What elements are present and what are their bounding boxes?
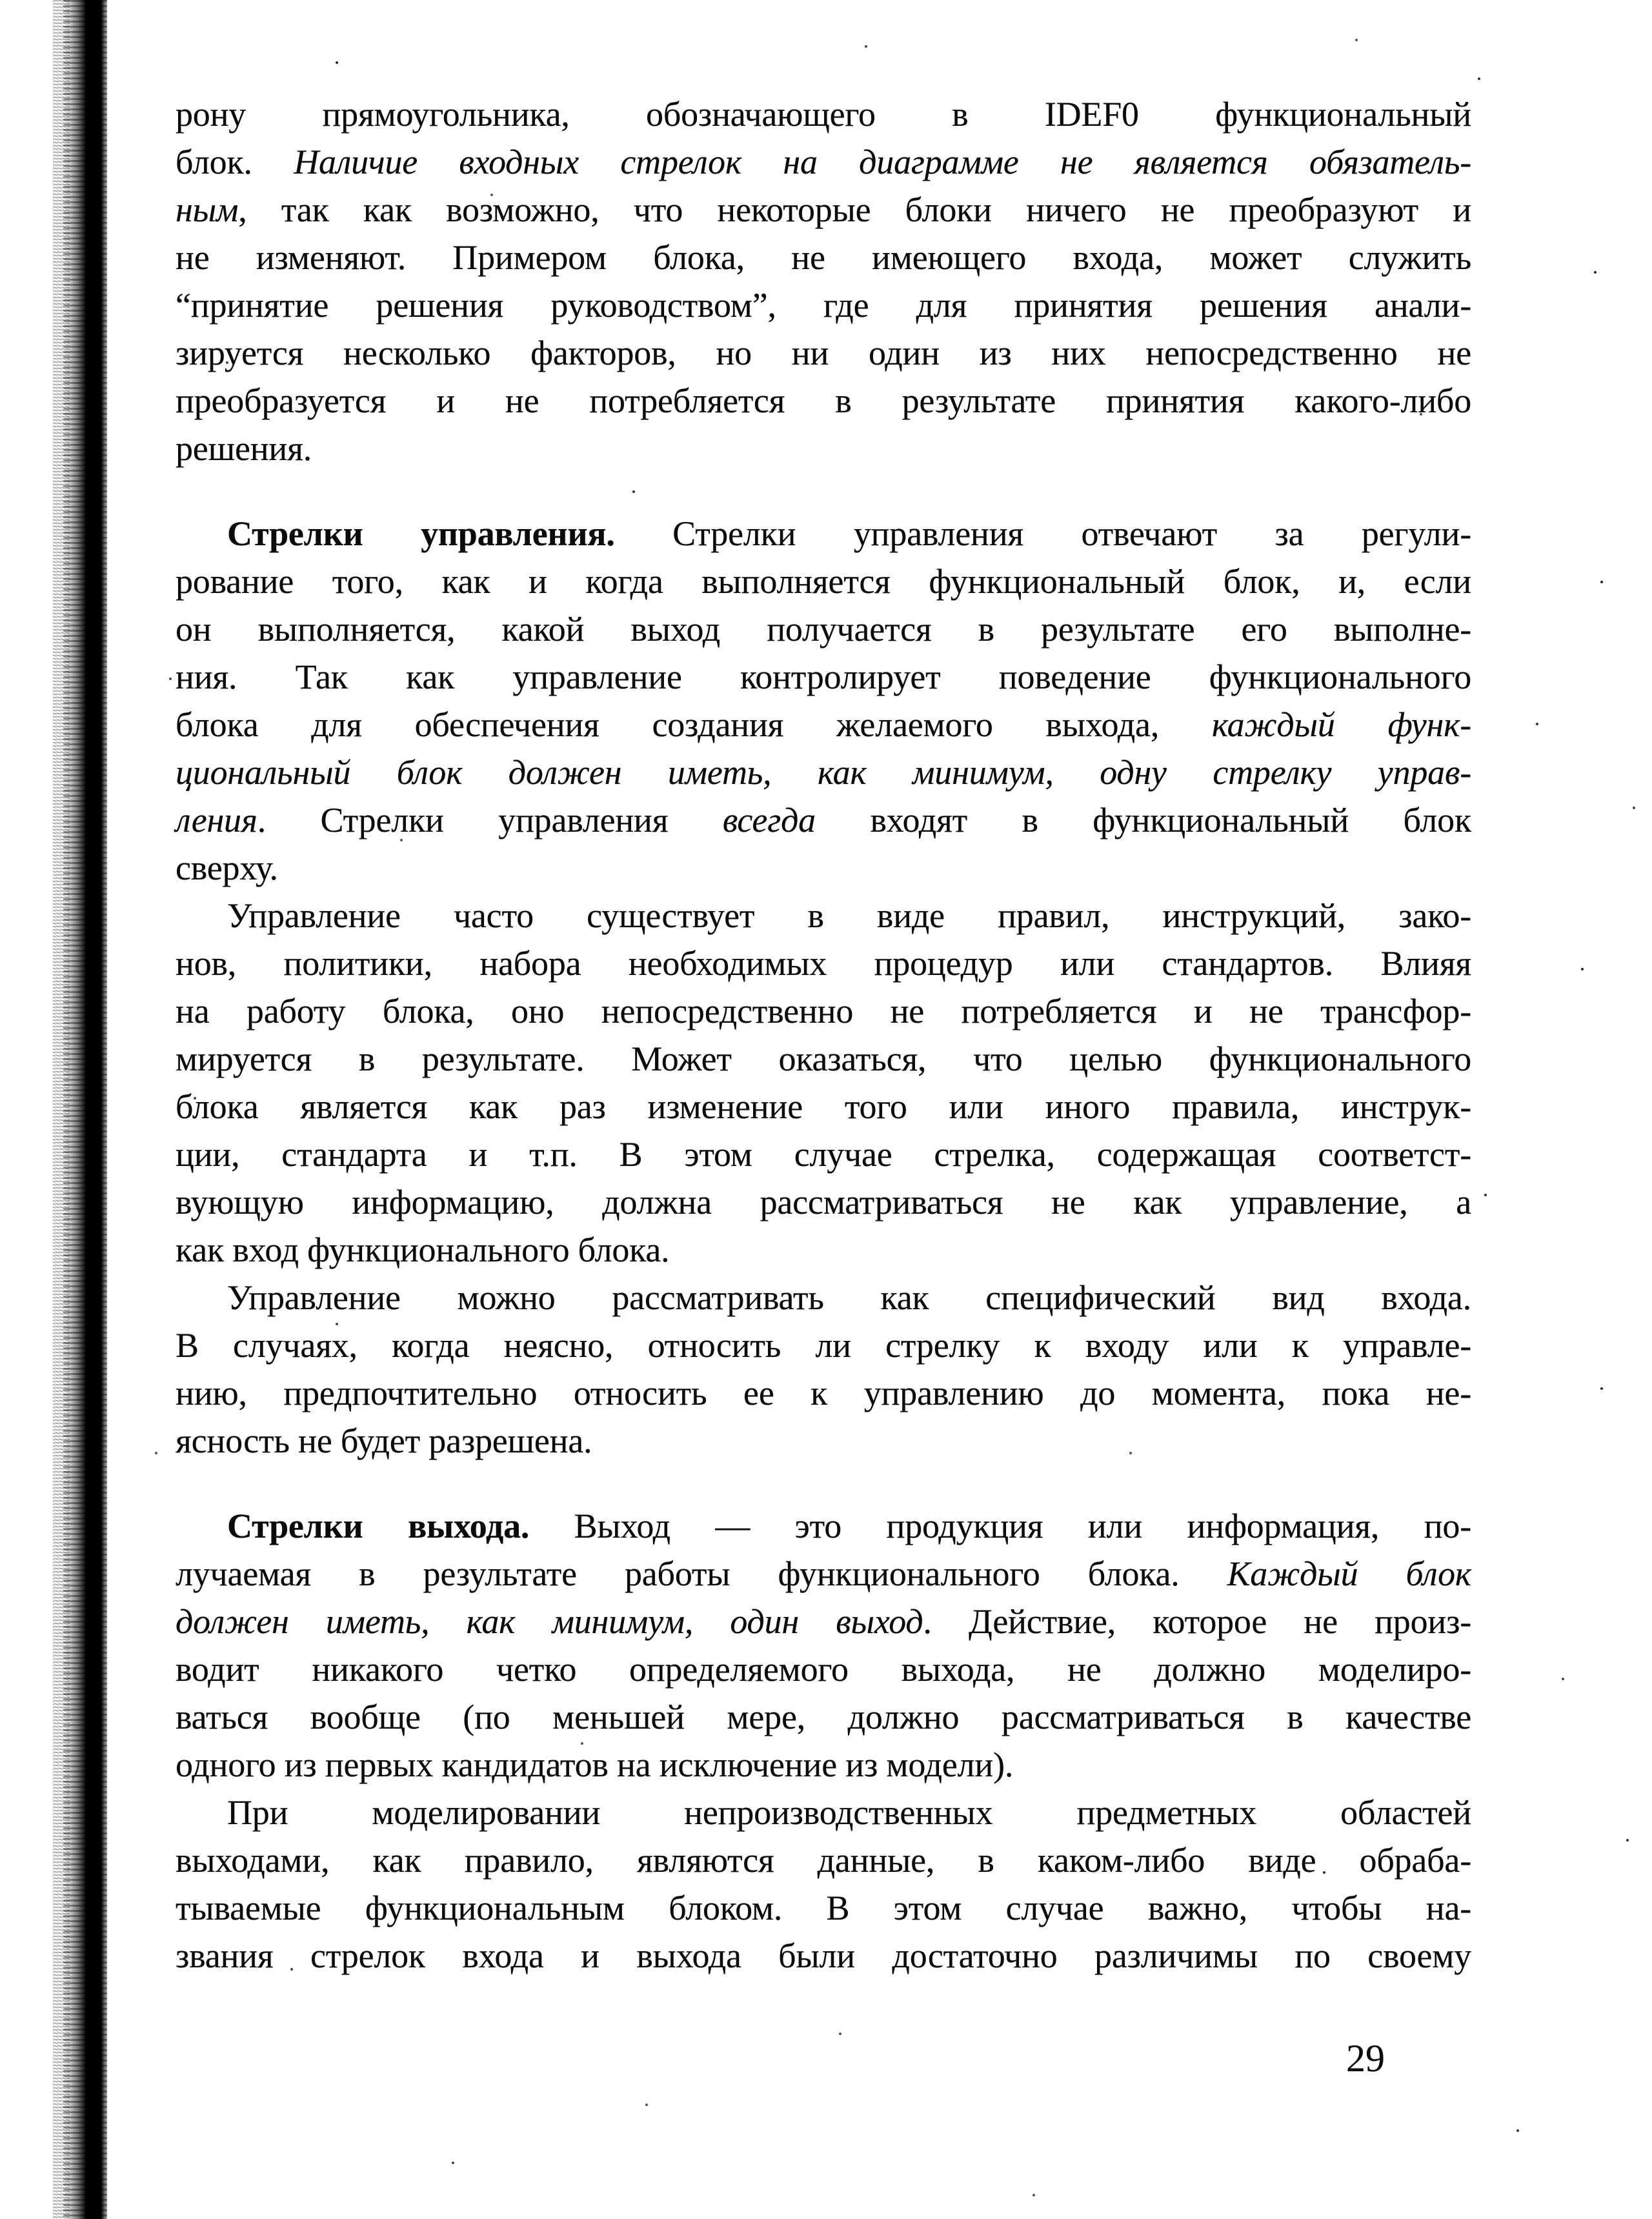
- text-run: тываемые функциональным блоком. В этом случае важно, чтобы на-: [176, 1889, 1471, 1927]
- text-run: ции, стандарта и т.п. В этом случае стрелка, содержащая соответст-: [176, 1135, 1471, 1174]
- text-line: [176, 1035, 1471, 1083]
- text-line: [176, 1178, 1471, 1226]
- text-line: [176, 1226, 1471, 1274]
- text-run: как вход функционального блока.: [176, 1230, 670, 1269]
- paragraph: [176, 1789, 1471, 1980]
- text-run: он выполняется, какой выход получается в результате его выполне-: [176, 610, 1471, 648]
- text-run: преобразуется и не потребляется в результате принятия какого-либо: [176, 381, 1471, 420]
- text-run: зируется несколько факторов, но ни один из них непосредственно не: [176, 334, 1471, 372]
- text-run: рону прямоугольника, обозначающего в IDEF0 функциональный: [176, 95, 1471, 134]
- text-run: рование того, как и когда выполняется функциональный блок, и, если: [176, 562, 1471, 601]
- text-line: [176, 90, 1471, 138]
- text-line: [176, 844, 1471, 892]
- text-run: . Стрелки управления: [257, 801, 723, 839]
- page-number: 29: [1346, 2037, 1385, 2080]
- text-line: [176, 1884, 1471, 1932]
- text-line: [176, 1417, 1471, 1465]
- text-run: вующую информацию, должна рассматриваться не как управление, а: [176, 1183, 1471, 1221]
- text-line: [176, 557, 1471, 605]
- text-line: [176, 1321, 1471, 1369]
- text-run: не изменяют. Примером блока, не имеющего входа, может служить: [176, 238, 1471, 277]
- text-run: всегда: [722, 801, 816, 839]
- text-run: входят в функциональный блок: [815, 801, 1471, 839]
- text-line: [176, 1693, 1471, 1741]
- text-run: циональный блок должен иметь, как минимум, одну стрелку управ-: [176, 753, 1471, 792]
- paragraph: [176, 1274, 1471, 1465]
- text-line: [176, 987, 1471, 1035]
- text-line: [176, 329, 1471, 377]
- text-line: [176, 281, 1471, 329]
- text-line: [176, 510, 1471, 557]
- text-run: блок.: [176, 143, 294, 181]
- text-line: [176, 1932, 1471, 1980]
- text-run: выходами, как правило, являются данные, в каком-либо виде обраба-: [176, 1841, 1471, 1880]
- text-run: ным: [176, 190, 239, 229]
- paragraph: [176, 1502, 1471, 1789]
- text-line: [176, 605, 1471, 653]
- text-run: При моделировании непроизводственных предметных областей: [227, 1793, 1471, 1832]
- text-line: [176, 748, 1471, 796]
- text-run: , так как возможно, что некоторые блоки ничего не преобразуют и: [238, 190, 1471, 229]
- text-run: одного из первых кандидатов на исключение из модели).: [176, 1745, 1014, 1784]
- text-line: [176, 653, 1471, 701]
- text-line: [176, 892, 1471, 939]
- text-run: Выход — это продукция или информация, по-: [529, 1507, 1471, 1545]
- text-run: решения.: [176, 429, 312, 468]
- text-run: звания стрелок входа и выхода были достаточно различимы по своему: [176, 1936, 1471, 1975]
- text-run: “принятие решения руководством”, где для принятия решения анали-: [176, 286, 1471, 325]
- text-run: ления: [176, 801, 257, 839]
- book-binding: [63, 0, 107, 2219]
- text-line: [176, 1550, 1471, 1598]
- text-line: [176, 796, 1471, 844]
- text-line: [176, 1598, 1471, 1645]
- text-block: [176, 90, 1471, 1980]
- text-run: Наличие входных стрелок на диаграмме не является обязатель-: [294, 143, 1471, 181]
- text-run: должен иметь, как минимум, один выход: [176, 1602, 923, 1641]
- text-line: [176, 1274, 1471, 1321]
- text-line: [176, 939, 1471, 987]
- text-line: [176, 1645, 1471, 1693]
- text-run: Каждый блок: [1227, 1554, 1471, 1593]
- text-run: ясность не будет разрешена.: [176, 1421, 592, 1460]
- text-run: В случаях, когда неясно, относить ли стрелку к входу или к управле-: [176, 1326, 1471, 1365]
- scan-noise-speckles: [0, 0, 3, 3]
- text-run: . Действие, которое не произ-: [923, 1602, 1471, 1641]
- text-line: [176, 1369, 1471, 1417]
- text-line: [176, 425, 1471, 472]
- text-run: блока для обеспечения создания желаемого выхода,: [176, 705, 1212, 744]
- text-run: ваться вообще (по меньшей мере, должно рассматриваться в качестве: [176, 1698, 1471, 1736]
- text-run: ния. Так как управление контролирует поведение функционального: [176, 658, 1471, 696]
- text-line: [176, 1836, 1471, 1884]
- text-run: каждый функ-: [1211, 705, 1471, 744]
- text-run: лучаемая в результате работы функционального блока.: [176, 1554, 1227, 1593]
- text-line: [176, 1789, 1471, 1836]
- text-run: блока является как раз изменение того или иного правила, инструк-: [176, 1087, 1471, 1126]
- text-line: [176, 377, 1471, 425]
- text-run: мируется в результате. Может оказаться, что целью функционального: [176, 1039, 1471, 1078]
- text-run: Управление можно рассматривать как специфический вид входа.: [227, 1278, 1471, 1317]
- text-line: [176, 138, 1471, 186]
- text-run: Стрелки управления отвечают за регули-: [614, 514, 1471, 553]
- text-run: нию, предпочтительно относить ее к управлению до момента, пока не-: [176, 1374, 1471, 1412]
- text-line: [176, 701, 1471, 748]
- text-run: водит никакого четко определяемого выхода, не должно моделиро-: [176, 1650, 1471, 1689]
- text-line: [176, 1741, 1471, 1789]
- text-line: [176, 1083, 1471, 1130]
- text-run: Управление часто существует в виде правил, инструкций, зако-: [227, 896, 1471, 935]
- text-run: Стрелки управления.: [227, 514, 615, 553]
- paragraph: [176, 892, 1471, 1274]
- paragraph: [176, 90, 1471, 472]
- text-line: [176, 1502, 1471, 1550]
- text-run: нов, политики, набора необходимых процедур или стандартов. Влияя: [176, 944, 1471, 983]
- text-run: Стрелки выхода.: [227, 1507, 530, 1545]
- text-line: [176, 234, 1471, 281]
- text-run: на работу блока, оно непосредственно не потребляется и не трансфор-: [176, 992, 1471, 1030]
- paragraph: [176, 510, 1471, 892]
- text-line: [176, 1130, 1471, 1178]
- text-line: [176, 186, 1471, 234]
- text-run: сверху.: [176, 848, 278, 887]
